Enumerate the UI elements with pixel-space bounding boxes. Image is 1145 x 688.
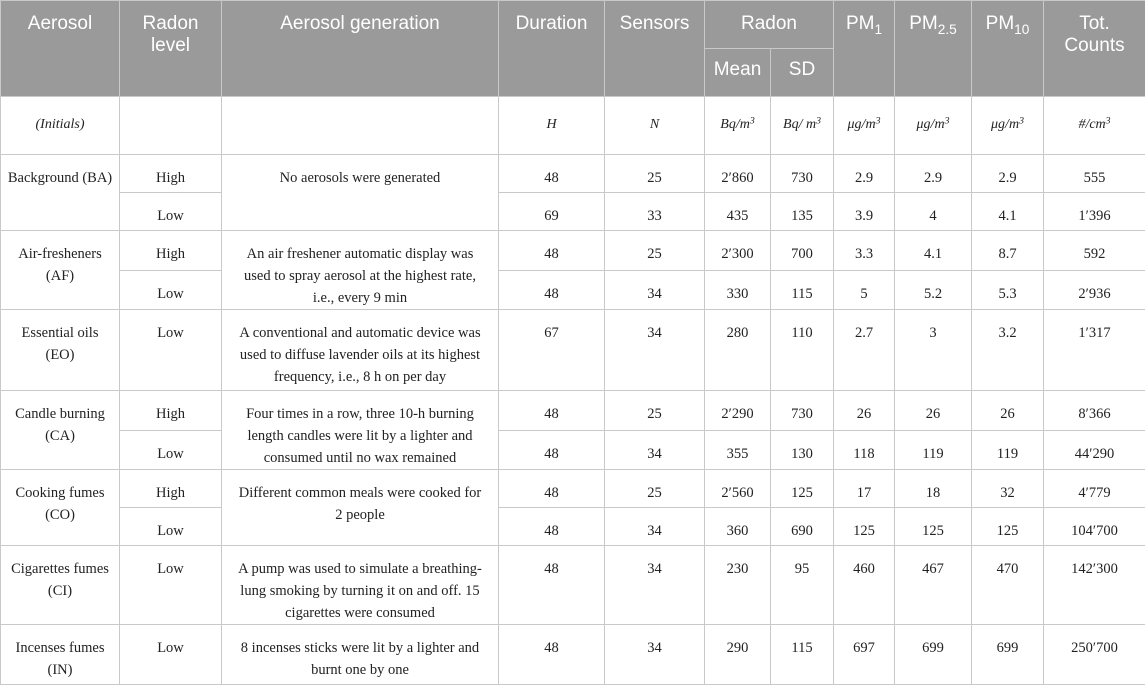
cell-pm10: 125 [972, 508, 1044, 546]
table-row [1, 625, 1145, 685]
unit-mean: $Bq/m^3$ [705, 97, 771, 155]
cell-duration: 48 [499, 508, 605, 546]
cell-aerosol: Cooking fumes (CO) [1, 470, 120, 546]
unit-sd: Bq/ $m^3$ [771, 97, 834, 155]
cell-tot: 1′317 [1044, 310, 1145, 391]
cell-pm10: 4.1 [972, 193, 1044, 231]
unit-duration: H [499, 97, 605, 155]
cell-sd: 95 [771, 546, 834, 625]
col-duration: Duration [499, 1, 605, 97]
cell-generation: A conventional and automatic device was used to diffuse lavender oils at its highest frequency, i.e., 8 h on per day [222, 310, 499, 391]
cell-pm10: 5.3 [972, 270, 1044, 310]
cell-generation: An air freshener automatic display was used to spray aerosol at the highest rate, i.e., every 9 min [222, 231, 499, 310]
table-row [1, 391, 1145, 431]
cell-level: Low [120, 193, 222, 231]
table-row [1, 508, 1145, 546]
cell-sensors: 33 [605, 193, 705, 231]
col-sensors: Sensors [605, 1, 705, 97]
cell-duration: 48 [499, 270, 605, 310]
cell-level: Low [120, 270, 222, 310]
cell-sensors: 34 [605, 625, 705, 685]
col-tot-counts: Tot. Counts [1044, 1, 1145, 97]
cell-tot: 592 [1044, 231, 1145, 271]
cell-tot: 44′290 [1044, 430, 1145, 470]
cell-pm25: 125 [895, 508, 972, 546]
units-row [1, 97, 1145, 155]
cell-tot: 555 [1044, 155, 1145, 193]
cell-sd: 730 [771, 391, 834, 431]
cell-sd: 730 [771, 155, 834, 193]
cell-pm10: 26 [972, 391, 1044, 431]
cell-pm25: 26 [895, 391, 972, 431]
cell-level: High [120, 231, 222, 271]
cell-generation: Different common meals were cooked for 2 people [222, 470, 499, 546]
cell-sensors: 25 [605, 470, 705, 508]
unit-pm1: $\mu g/m^3$ [834, 97, 895, 155]
cell-sd: 115 [771, 270, 834, 310]
cell-duration: 48 [499, 470, 605, 508]
cell-pm1: 118 [834, 430, 895, 470]
cell-pm25: 119 [895, 430, 972, 470]
cell-tot: 1′396 [1044, 193, 1145, 231]
cell-level: Low [120, 546, 222, 625]
cell-aerosol: Background (BA) [1, 155, 120, 231]
cell-sensors: 34 [605, 546, 705, 625]
cell-aerosol: Air-fresheners (AF) [1, 231, 120, 310]
cell-sd: 115 [771, 625, 834, 685]
unit-sensors: N [605, 97, 705, 155]
col-pm1: $PM_1$ [834, 1, 895, 97]
cell-tot: 4′779 [1044, 470, 1145, 508]
cell-pm1: 125 [834, 508, 895, 546]
table-row [1, 193, 1145, 231]
cell-duration: 48 [499, 546, 605, 625]
cell-pm25: 4.1 [895, 231, 972, 271]
table-header [1, 1, 1145, 97]
cell-sensors: 25 [605, 391, 705, 431]
cell-tot: 104′700 [1044, 508, 1145, 546]
cell-pm25: 3 [895, 310, 972, 391]
cell-sensors: 34 [605, 508, 705, 546]
col-aerosol: Aerosol [1, 1, 120, 97]
cell-tot: 142′300 [1044, 546, 1145, 625]
cell-aerosol: Candle burning (CA) [1, 391, 120, 470]
cell-generation: A pump was used to simulate a breathing-lung smoking by turning it on and off. 15 cigarettes were consumed [222, 546, 499, 625]
cell-mean: 360 [705, 508, 771, 546]
unit-generation [222, 97, 499, 155]
col-pm25: $PM_{2.5}$ [895, 1, 972, 97]
cell-mean: 2′290 [705, 391, 771, 431]
cell-duration: 48 [499, 391, 605, 431]
cell-generation: Four times in a row, three 10-h burning length candles were lit by a lighter and consumed until no wax remained [222, 391, 499, 470]
cell-mean: 2′560 [705, 470, 771, 508]
cell-mean: 280 [705, 310, 771, 391]
table-row [1, 155, 1145, 193]
cell-mean: 2′300 [705, 231, 771, 271]
table-row [1, 231, 1145, 271]
cell-mean: 2′860 [705, 155, 771, 193]
unit-pm25: $\mu g/m^3$ [895, 97, 972, 155]
table-row [1, 546, 1145, 625]
cell-pm1: 460 [834, 546, 895, 625]
cell-sd: 110 [771, 310, 834, 391]
cell-pm1: 2.7 [834, 310, 895, 391]
cell-pm1: 5 [834, 270, 895, 310]
cell-duration: 48 [499, 625, 605, 685]
cell-aerosol: Essential oils (EO) [1, 310, 120, 391]
cell-tot: 250′700 [1044, 625, 1145, 685]
cell-sensors: 34 [605, 310, 705, 391]
table-body [1, 97, 1145, 685]
cell-sensors: 25 [605, 231, 705, 271]
cell-pm10: 32 [972, 470, 1044, 508]
cell-generation: 8 incenses sticks were lit by a lighter and burnt one by one [222, 625, 499, 685]
cell-duration: 48 [499, 155, 605, 193]
col-radon: Radon [705, 1, 834, 49]
cell-sd: 700 [771, 231, 834, 271]
table-row [1, 470, 1145, 508]
cell-generation: No aerosols were generated [222, 155, 499, 231]
cell-level: Low [120, 310, 222, 391]
cell-pm25: 2.9 [895, 155, 972, 193]
cell-level: Low [120, 430, 222, 470]
table-row [1, 430, 1145, 470]
cell-aerosol: Incenses fumes (IN) [1, 625, 120, 685]
cell-pm1: 26 [834, 391, 895, 431]
cell-pm10: 3.2 [972, 310, 1044, 391]
col-aerosol-generation: Aerosol generation [222, 1, 499, 97]
cell-pm1: 17 [834, 470, 895, 508]
cell-sd: 125 [771, 470, 834, 508]
unit-aerosol: (Initials) [1, 97, 120, 155]
col-pm10: $PM_{10}$ [972, 1, 1044, 97]
unit-level [120, 97, 222, 155]
table-row [1, 310, 1145, 391]
cell-aerosol: Cigarettes fumes (CI) [1, 546, 120, 625]
table-row [1, 270, 1145, 310]
cell-pm10: 2.9 [972, 155, 1044, 193]
col-radon-sd: SD [771, 49, 834, 97]
cell-duration: 48 [499, 231, 605, 271]
cell-level: High [120, 470, 222, 508]
cell-sd: 130 [771, 430, 834, 470]
cell-pm1: 697 [834, 625, 895, 685]
col-radon-level: Radon level [120, 1, 222, 97]
cell-level: High [120, 155, 222, 193]
cell-pm1: 3.9 [834, 193, 895, 231]
cell-tot: 2′936 [1044, 270, 1145, 310]
cell-pm25: 18 [895, 470, 972, 508]
cell-sensors: 34 [605, 270, 705, 310]
cell-tot: 8′366 [1044, 391, 1145, 431]
cell-pm10: 699 [972, 625, 1044, 685]
cell-pm25: 467 [895, 546, 972, 625]
col-radon-mean: Mean [705, 49, 771, 97]
unit-tot: $\#/cm^3$ [1044, 97, 1145, 155]
cell-pm1: 3.3 [834, 231, 895, 271]
unit-pm10: $\mu g/m^3$ [972, 97, 1044, 155]
cell-mean: 330 [705, 270, 771, 310]
cell-sd: 135 [771, 193, 834, 231]
cell-pm1: 2.9 [834, 155, 895, 193]
cell-pm25: 5.2 [895, 270, 972, 310]
cell-pm10: 119 [972, 430, 1044, 470]
cell-pm25: 4 [895, 193, 972, 231]
cell-pm10: 8.7 [972, 231, 1044, 271]
cell-duration: 69 [499, 193, 605, 231]
cell-mean: 355 [705, 430, 771, 470]
cell-sensors: 25 [605, 155, 705, 193]
cell-mean: 435 [705, 193, 771, 231]
cell-sensors: 34 [605, 430, 705, 470]
cell-pm25: 699 [895, 625, 972, 685]
cell-level: High [120, 391, 222, 431]
cell-mean: 290 [705, 625, 771, 685]
cell-sd: 690 [771, 508, 834, 546]
cell-level: Low [120, 625, 222, 685]
cell-duration: 67 [499, 310, 605, 391]
cell-mean: 230 [705, 546, 771, 625]
cell-level: Low [120, 508, 222, 546]
cell-duration: 48 [499, 430, 605, 470]
cell-pm10: 470 [972, 546, 1044, 625]
